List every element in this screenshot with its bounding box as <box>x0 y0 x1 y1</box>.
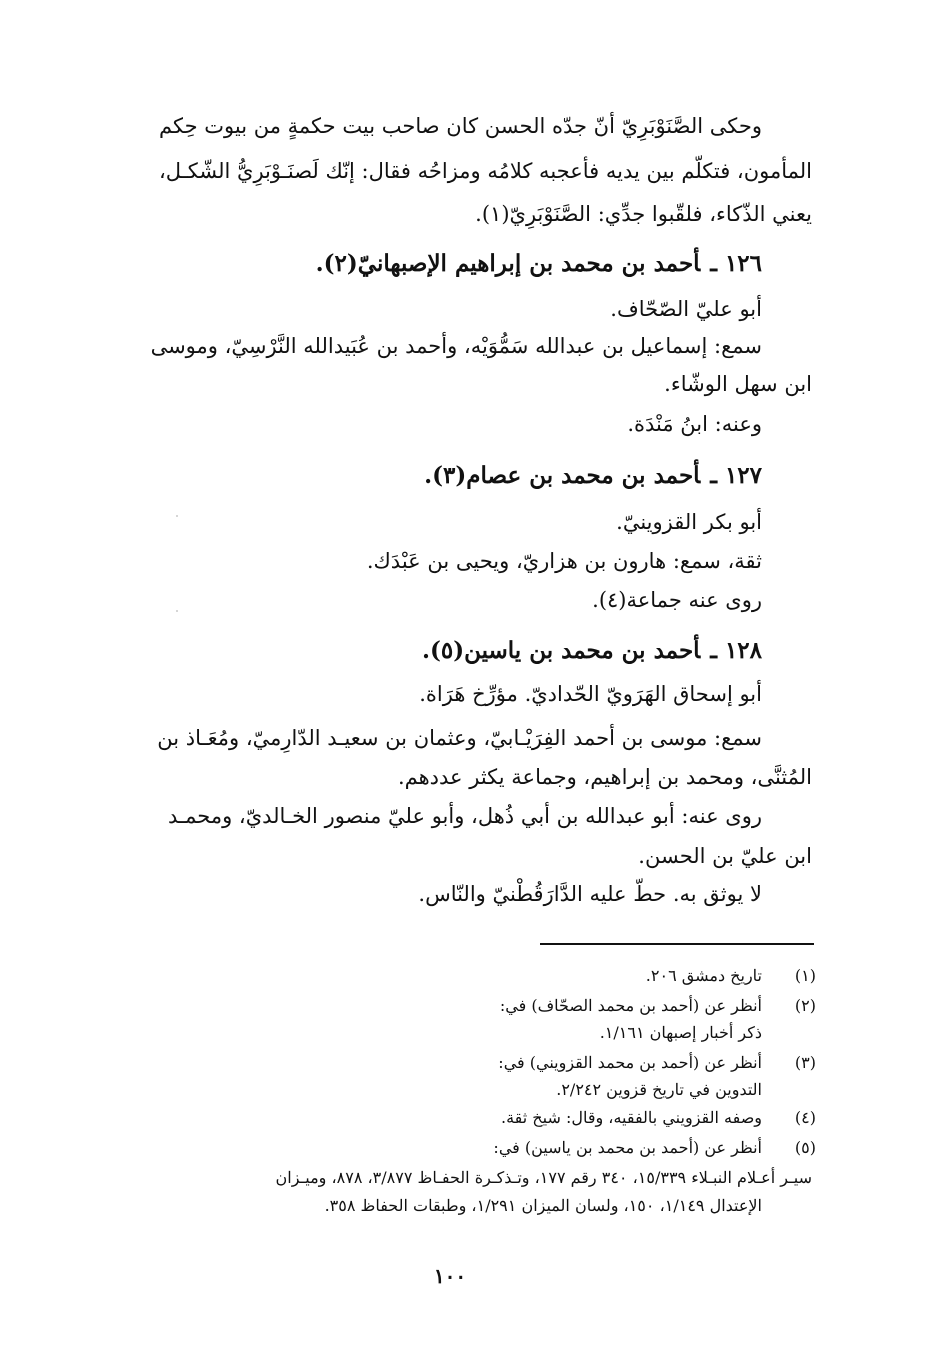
intro-line-2: المأمون، فتكلّم بين يديه فأعجبه كلامُه ومزاحُه فقال: إنّك لَصنَـوْبَرِيُّ الشّكـل، <box>158 159 812 183</box>
footnote-4-number: (٤) <box>794 1108 816 1127</box>
entry-126-from-him: وعنه: ابنُ مَنْدَة. <box>627 412 762 436</box>
entry-128-heard-line-2: المُثنَّى، ومحمد بن إبراهيم، وجماعة يكثر عددهم. <box>397 765 812 789</box>
footnote-3-number: (٣) <box>794 1053 816 1072</box>
entry-126-heard-line-2: ابن سهل الوشّاء. <box>664 372 812 396</box>
entry-126-number: ١٢٦ ـ <box>710 250 762 277</box>
entry-126-heard-line-1: سمع: إسماعيل بن عبدالله سَمُّوَيْه، وأحمد بن عُبَيدالله النَّرْسِيّ، وموسى <box>150 334 762 358</box>
entry-127-narrators: روى عنه جماعة(٤). <box>592 588 762 612</box>
footnote-3-line-2: التدوين في تاريخ قزوين ٢/٢٤٢. <box>556 1080 762 1099</box>
entry-126-kunya: أبو عليّ الصّحّاف. <box>610 297 762 321</box>
footnote-5-number: (٥) <box>794 1138 816 1157</box>
entry-126-name: أحمد بن محمد بن إبراهيم الإصبهانيّ(٢). <box>315 250 701 277</box>
footnote-2-line-1: أنظر عن (أحمد بن محمد الصحّاف) في: <box>499 996 762 1015</box>
entry-128-verdict: لا يوثق به. حطّ عليه الدَّارَقُطْنيّ والنّاس. <box>418 882 762 906</box>
footnote-5-line-3: الإعتدال ١/١٤٩، ١٥٠، ولسان الميزان ١/٢٩١، وطبقات الحفاظ ٣٥٨. <box>324 1196 762 1215</box>
footnote-5-line-2: سيـر أعـلام النبـلاء ١٥/٣٣٩، ٣٤٠ رقم ١٧٧، وتـذكـرة الحفـاظ ٣/٨٧٧، ٨٧٨، وميـزان <box>275 1168 812 1187</box>
intro-line-1: وحكى الصَّنَوْبَرِيّ أنّ جدّه الحسن كان صاحب بيت حكمةٍ من بيوت حِكم <box>159 114 762 138</box>
footnote-4-text: وصفه القزويني بالفقيه، وقال: شيخ ثقة. <box>501 1108 762 1127</box>
entry-127-heading <box>424 464 762 487</box>
entry-128-narrators-line-2: ابن عليّ بن الحسن. <box>638 844 812 868</box>
footnote-1-text: تاريخ دمشق ٢٠٦. <box>645 966 762 985</box>
entry-126-heading <box>316 252 762 275</box>
entry-127-number: ١٢٧ ـ <box>710 462 762 489</box>
entry-128-kunya: أبو إسحاق الهَرَويّ الحّداديّ. مؤرِّخ هَرَاة. <box>419 682 762 706</box>
footnote-separator <box>540 943 814 945</box>
footnote-5-line-1: أنظر عن (أحمد بن محمد بن ياسين) في: <box>493 1138 762 1157</box>
footnote-2-number: (٢) <box>794 996 816 1015</box>
footnote-1-number: (١) <box>794 966 816 985</box>
scan-speck <box>176 515 178 517</box>
entry-127-heard: ثقة، سمع: هارون بن هزاريّ، ويحيى بن عَبْدَك. <box>366 549 762 573</box>
page-number: ١٠٠ <box>433 1264 467 1288</box>
scan-speck <box>176 610 178 612</box>
entry-128-heard-line-1: سمع: موسى بن أحمد الفِرَيْـابيّ، وعثمان بن سعيـد الدّارِميّ، ومُعَـاذ بن <box>157 726 762 750</box>
entry-128-heading <box>422 639 762 662</box>
entry-127-name: أحمد بن محمد بن عصام(٣). <box>424 462 701 489</box>
entry-128-name: أحمد بن محمد بن ياسين(٥). <box>421 637 701 664</box>
entry-127-kunya: أبو بكر القزوينيّ. <box>616 510 762 534</box>
intro-line-3: يعني الذّكاء، فلقّبوا جدِّي: الصَّنَوْبَرِيّ(١). <box>475 202 812 226</box>
footnote-2-line-2: ذكر أخبار إصبهان ١/١٦١. <box>599 1023 762 1042</box>
footnote-3-line-1: أنظر عن (أحمد بن محمد القزويني) في: <box>498 1053 762 1072</box>
entry-128-number: ١٢٨ ـ <box>710 637 762 664</box>
entry-128-narrators-line-1: روى عنه: أبو عبدالله بن أبي ذُهل، وأبو عليّ منصور الخـالديّ، ومحمـد <box>167 804 762 828</box>
